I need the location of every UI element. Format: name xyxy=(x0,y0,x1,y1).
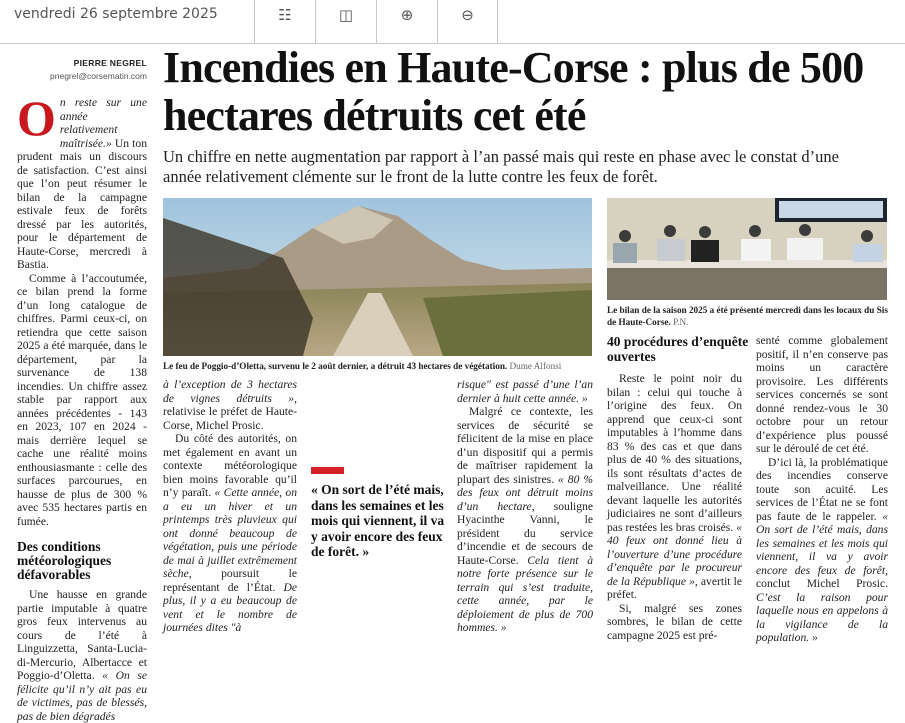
paragraph xyxy=(163,432,297,635)
quote-text: « 40 feux ont donné lieu à l’ouverture d’une procédure d’enquête par le procureur de la République » xyxy=(607,520,742,588)
quote-text: n reste sur une année relativement maîtrisée.» xyxy=(59,96,147,150)
press-conference-photo xyxy=(607,198,887,300)
caption-text: Le feu de Poggio-d’Oletta, survenu le 2 août dernier, a détruit 43 hectares de végétation. xyxy=(163,361,508,371)
body-text: , poursuit le représentant de l’État. xyxy=(163,567,297,594)
photo-caption-2 xyxy=(607,304,892,328)
body-text: Reste le point noir du bilan : celui qui touche à l’origine des feux. On apprend que ceux-ci sont imputables à l’homme dans 83 % des cas et que dans plus de 40 % des situations, ils sont résultats d’actes de malveillance. Une réalité devant laquelle les autorités judiciaires ne sont d’ailleurs pas restées les bras croisés. xyxy=(607,372,742,534)
author-name: PIERRE NEGREL xyxy=(73,58,147,68)
article-column-5 xyxy=(756,334,888,645)
quote-text: Cela tient à notre forte présence sur le terrain qui s’est traduite, cette année, par le déploiement de plus de 700 hommes. » xyxy=(457,553,593,634)
zoom-out-button[interactable] xyxy=(437,0,498,43)
caption-text: Le bilan de la saison 2025 a été présenté mercredi dans les locaux du Sis de Haute-Corse. xyxy=(607,305,888,327)
paragraph xyxy=(457,378,593,405)
quote-text: De plus, il y a eu beaucoup de vent et le nombre de journées dites "à xyxy=(163,580,297,634)
table-of-contents-button[interactable] xyxy=(254,0,315,43)
paragraph xyxy=(756,456,888,645)
body-text: D’ici là, la problématique des incendies conserve toute son acuité. Les services de l’État ne se font pas faute de le rappeler. xyxy=(756,455,888,523)
reader-toolbar xyxy=(0,0,905,44)
paragraph: senté comme globalement positif, il n’en conserve pas moins un caractère provisoire. Les différents services concernés se sont donné rendez-vous le 30 octobre pour un retour d’expérience plus poussé sur le déroulé de cet été. xyxy=(756,334,888,455)
body-text: , relativise le préfet de Haute-Corse, Michel Prosic. xyxy=(163,391,297,432)
paragraph xyxy=(607,372,742,602)
paragraph xyxy=(163,378,297,432)
article-column-3 xyxy=(457,378,593,635)
quote-text: « 80 % des feux ont détruit moins d’un hectare xyxy=(457,472,593,513)
byline xyxy=(50,58,147,81)
photo-credit: P.N. xyxy=(673,317,689,327)
paragraph xyxy=(457,405,593,635)
body-text: Une hausse en grande partie imputable à quatre gros feux intervenus au cours de l’été à Linguizzetta, Santa-Lucia-di-Mercurio, Albertacce et Poggio-d’Oletta. xyxy=(17,588,147,682)
quote-text: C’est la raison pour laquelle nous en appelons à la vigilance de la population. » xyxy=(756,590,888,644)
body-text: , avertit le préfet. xyxy=(607,574,742,601)
zoom-in-icon: ⊕ xyxy=(400,6,414,24)
two-page-view-button[interactable] xyxy=(315,0,376,43)
paragraph xyxy=(17,90,147,272)
article-column-2 xyxy=(163,378,297,635)
zoom-in-button[interactable] xyxy=(376,0,437,43)
pull-quote: « On sort de l’été mais, dans les semaines et les mois qui viennent, il va y avoir encore des feux de forêt. » xyxy=(311,482,445,559)
article-headline: Incendies en Haute-Corse : plus de 500 hectares détruits cet été xyxy=(163,43,864,140)
pull-quote-accent-bar xyxy=(311,467,344,474)
author-email: pnegrel@corsematin.com xyxy=(50,71,147,81)
drop-cap: O xyxy=(17,90,56,146)
article-lead: Un chiffre en nette augmentation par rapport à l’an passé mais qui reste en phase avec le constat d’une année relativement clémente sur le front de la lutte contre les feux de forêt. xyxy=(163,147,839,186)
quote-text: « On se félicite qu’il n’y ait pas eu de victimes, pas de blessés, pas de bien dégradés xyxy=(17,669,148,723)
section-subhead: Des conditions météorologiques défavorables xyxy=(17,539,112,582)
quote-text: risque" est passé d’une l’an dernier à huit cette année. » xyxy=(457,378,593,405)
body-text: Du côté des autorités, on met également en avant un contexte météorologique bien moins favorable qu’il n’y paraît. xyxy=(163,432,297,499)
photo-credit: Dume Alfonsi xyxy=(509,361,562,371)
zoom-out-icon: ⊖ xyxy=(461,6,474,24)
article-column-1 xyxy=(17,90,148,723)
list-icon: ☷ xyxy=(278,6,292,24)
wildfire-landscape-photo xyxy=(163,198,592,356)
quote-text: à l’exception de 3 hectares de vignes détruits » xyxy=(163,378,297,405)
section-subhead-2: 40 procédures d’enquête ouvertes xyxy=(607,334,749,364)
article-column-4 xyxy=(607,372,742,642)
paragraph: Comme à l’accoutumée, ce bilan prend la forme d’un long catalogue de chiffres. Parmi ceux-ci, on retiendra que cette saison 2025 a été marquée, dans le département, par la survenance de 138 incendies. Un chiffre assez stable par rapport aux années précédentes - 143 en 2023, 107 en 2024 - mais derrière lequel se cache une réalité moins enthousiasmante : celle des surfaces parcourues, en hausse de plus de 300 % avec 535 hectares partis en fumée. xyxy=(17,271,147,528)
body-text: Malgré ce contexte, les services de sécurité se félicitent de la mise en place d’un dispositif qui a permis de maîtriser rapidement la plupart des sinistres. xyxy=(457,405,593,486)
paragraph xyxy=(17,588,147,723)
photo-caption-1 xyxy=(163,360,603,372)
body-text: conclut Michel Prosic. xyxy=(756,577,888,590)
body-text: , souligne Hyacinthe Vanni, le président du service d’incendie et de secours de Haute-Corse. xyxy=(457,499,593,567)
paragraph: Si, malgré ses zones sombres, le bilan de cette campagne 2025 est pré- xyxy=(607,601,742,642)
quote-text: « On sort de l’été mais, dans les semaines et les mois qui viennent, il va y avoir encore des feux de forêt, xyxy=(756,509,888,577)
edition-date: vendredi 26 septembre 2025 xyxy=(14,6,218,22)
two-page-icon: ◫ xyxy=(338,6,354,24)
quote-text: « Cette année, on a eu un hiver et un printemps très pluvieux qui ont donné beaucoup de végétation, puis une période de mai à juillet extrêmement sèche xyxy=(163,486,297,580)
body-text: Un ton prudent mais un discours de satisfaction. C’est ainsi que l’on peut résumer le bilan de la campagne estivale feux de forêts dressé par les autorités, pour le département de Haute-Corse, mercredi à Bastia. xyxy=(17,136,147,271)
